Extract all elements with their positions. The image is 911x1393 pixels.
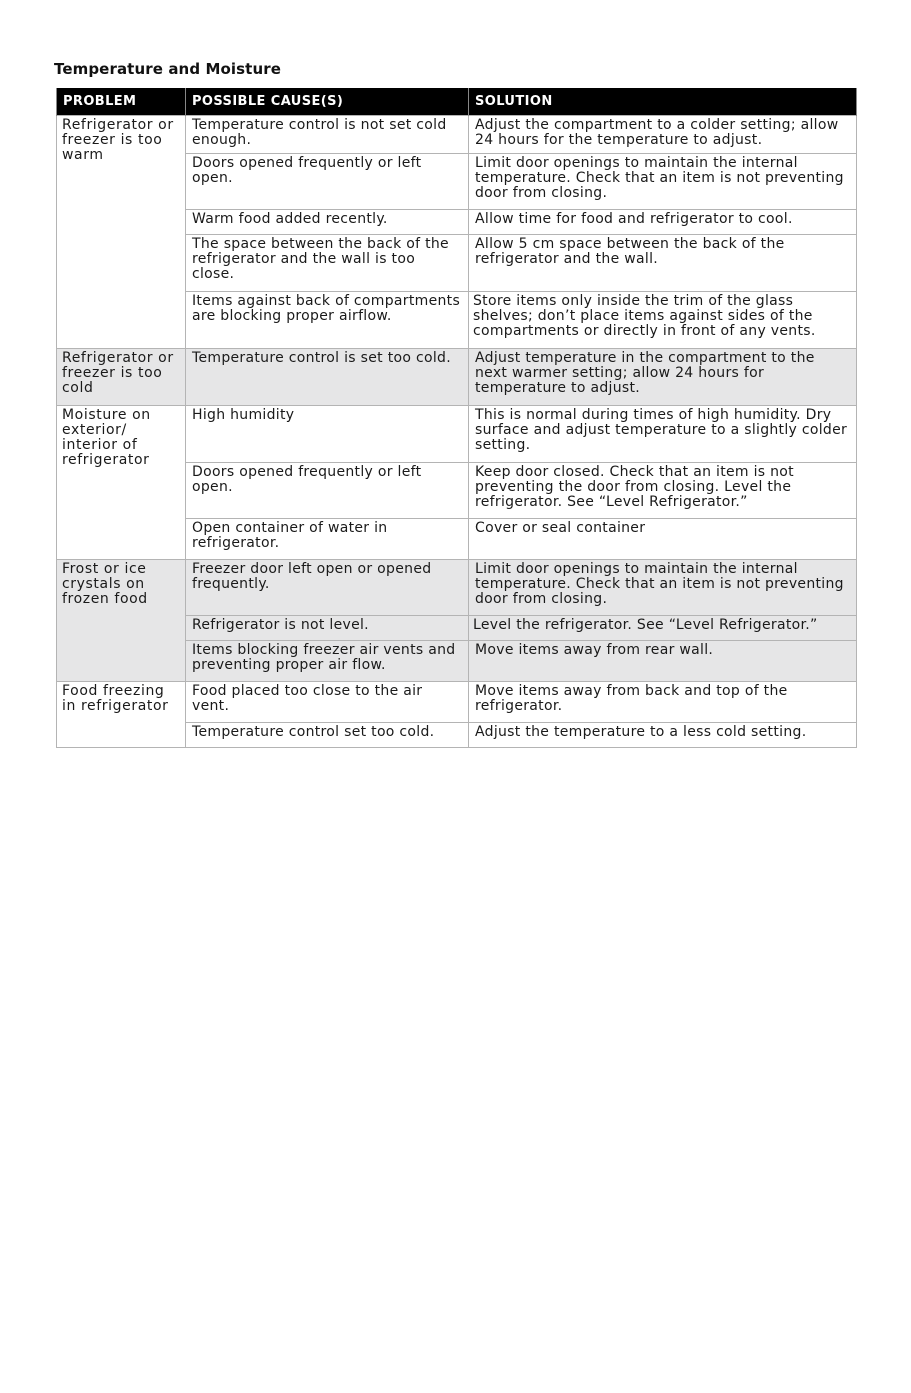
table-row: [57, 406, 857, 463]
cause-cell: Freezer door left open or opened frequently.: [186, 560, 469, 616]
solution-cell: Limit door openings to maintain the internal temperature. Check that an item is not preventing door from closing.: [469, 154, 857, 210]
solution-cell: Limit door openings to maintain the internal temperature. Check that an item is not preventing door from closing.: [469, 560, 857, 616]
solution-cell: Adjust the compartment to a colder setting; allow 24 hours for the temperature to adjust.: [469, 116, 857, 154]
solution-cell: Adjust temperature in the compartment to the next warmer setting; allow 24 hours for temperature to adjust.: [469, 349, 857, 406]
cause-cell: Items blocking freezer air vents and preventing proper air flow.: [186, 641, 469, 682]
cause-cell: Doors opened frequently or left open.: [186, 463, 469, 519]
problem-cell: Refrigerator or freezer is too cold: [57, 349, 186, 406]
cause-cell: Food placed too close to the air vent.: [186, 682, 469, 723]
solution-cell: Adjust the temperature to a less cold setting.: [469, 723, 857, 748]
header-problem: PROBLEM: [57, 88, 186, 116]
cause-cell: Warm food added recently.: [186, 210, 469, 235]
cause-cell: High humidity: [186, 406, 469, 463]
solution-cell: Cover or seal container: [469, 519, 857, 560]
problem-cell: Moisture on exterior/ interior of refrigerator: [57, 406, 186, 560]
cause-cell: Items against back of compartments are blocking proper airflow.: [186, 292, 469, 349]
cause-cell: Temperature control is set too cold.: [186, 349, 469, 406]
table-row: [57, 116, 857, 154]
solution-cell: Move items away from rear wall.: [469, 641, 857, 682]
table-row: [57, 682, 857, 723]
solution-cell: Allow time for food and refrigerator to cool.: [469, 210, 857, 235]
problem-cell: Food freezing in refrigerator: [57, 682, 186, 748]
section-title: Temperature and Moisture: [54, 60, 281, 78]
header-possible-causes: POSSIBLE CAUSE(S): [186, 88, 469, 116]
cause-cell: The space between the back of the refrigerator and the wall is too close.: [186, 235, 469, 292]
solution-cell: Move items away from back and top of the refrigerator.: [469, 682, 857, 723]
table-row: [57, 560, 857, 616]
cause-cell: Doors opened frequently or left open.: [186, 154, 469, 210]
cause-cell: Open container of water in refrigerator.: [186, 519, 469, 560]
solution-cell: Store items only inside the trim of the glass shelves; don’t place items against sides of the compartments or directly in front of any vents.: [469, 292, 857, 349]
table-header-row: [57, 88, 857, 116]
solution-cell: Keep door closed. Check that an item is not preventing the door from closing. Level the refrigerator. See “Level Refrigerator.”: [469, 463, 857, 519]
solution-cell: Allow 5 cm space between the back of the refrigerator and the wall.: [469, 235, 857, 292]
solution-cell: Level the refrigerator. See “Level Refrigerator.”: [469, 616, 857, 641]
header-solution: SOLUTION: [469, 88, 857, 116]
troubleshooting-table: [56, 88, 857, 748]
cause-cell: Temperature control is not set cold enough.: [186, 116, 469, 154]
problem-cell: Refrigerator or freezer is too warm: [57, 116, 186, 349]
problem-cell: Frost or ice crystals on frozen food: [57, 560, 186, 682]
cause-cell: Refrigerator is not level.: [186, 616, 469, 641]
cause-cell: Temperature control set too cold.: [186, 723, 469, 748]
solution-cell: This is normal during times of high humidity. Dry surface and adjust temperature to a slightly colder setting.: [469, 406, 857, 463]
table-row: [57, 349, 857, 406]
